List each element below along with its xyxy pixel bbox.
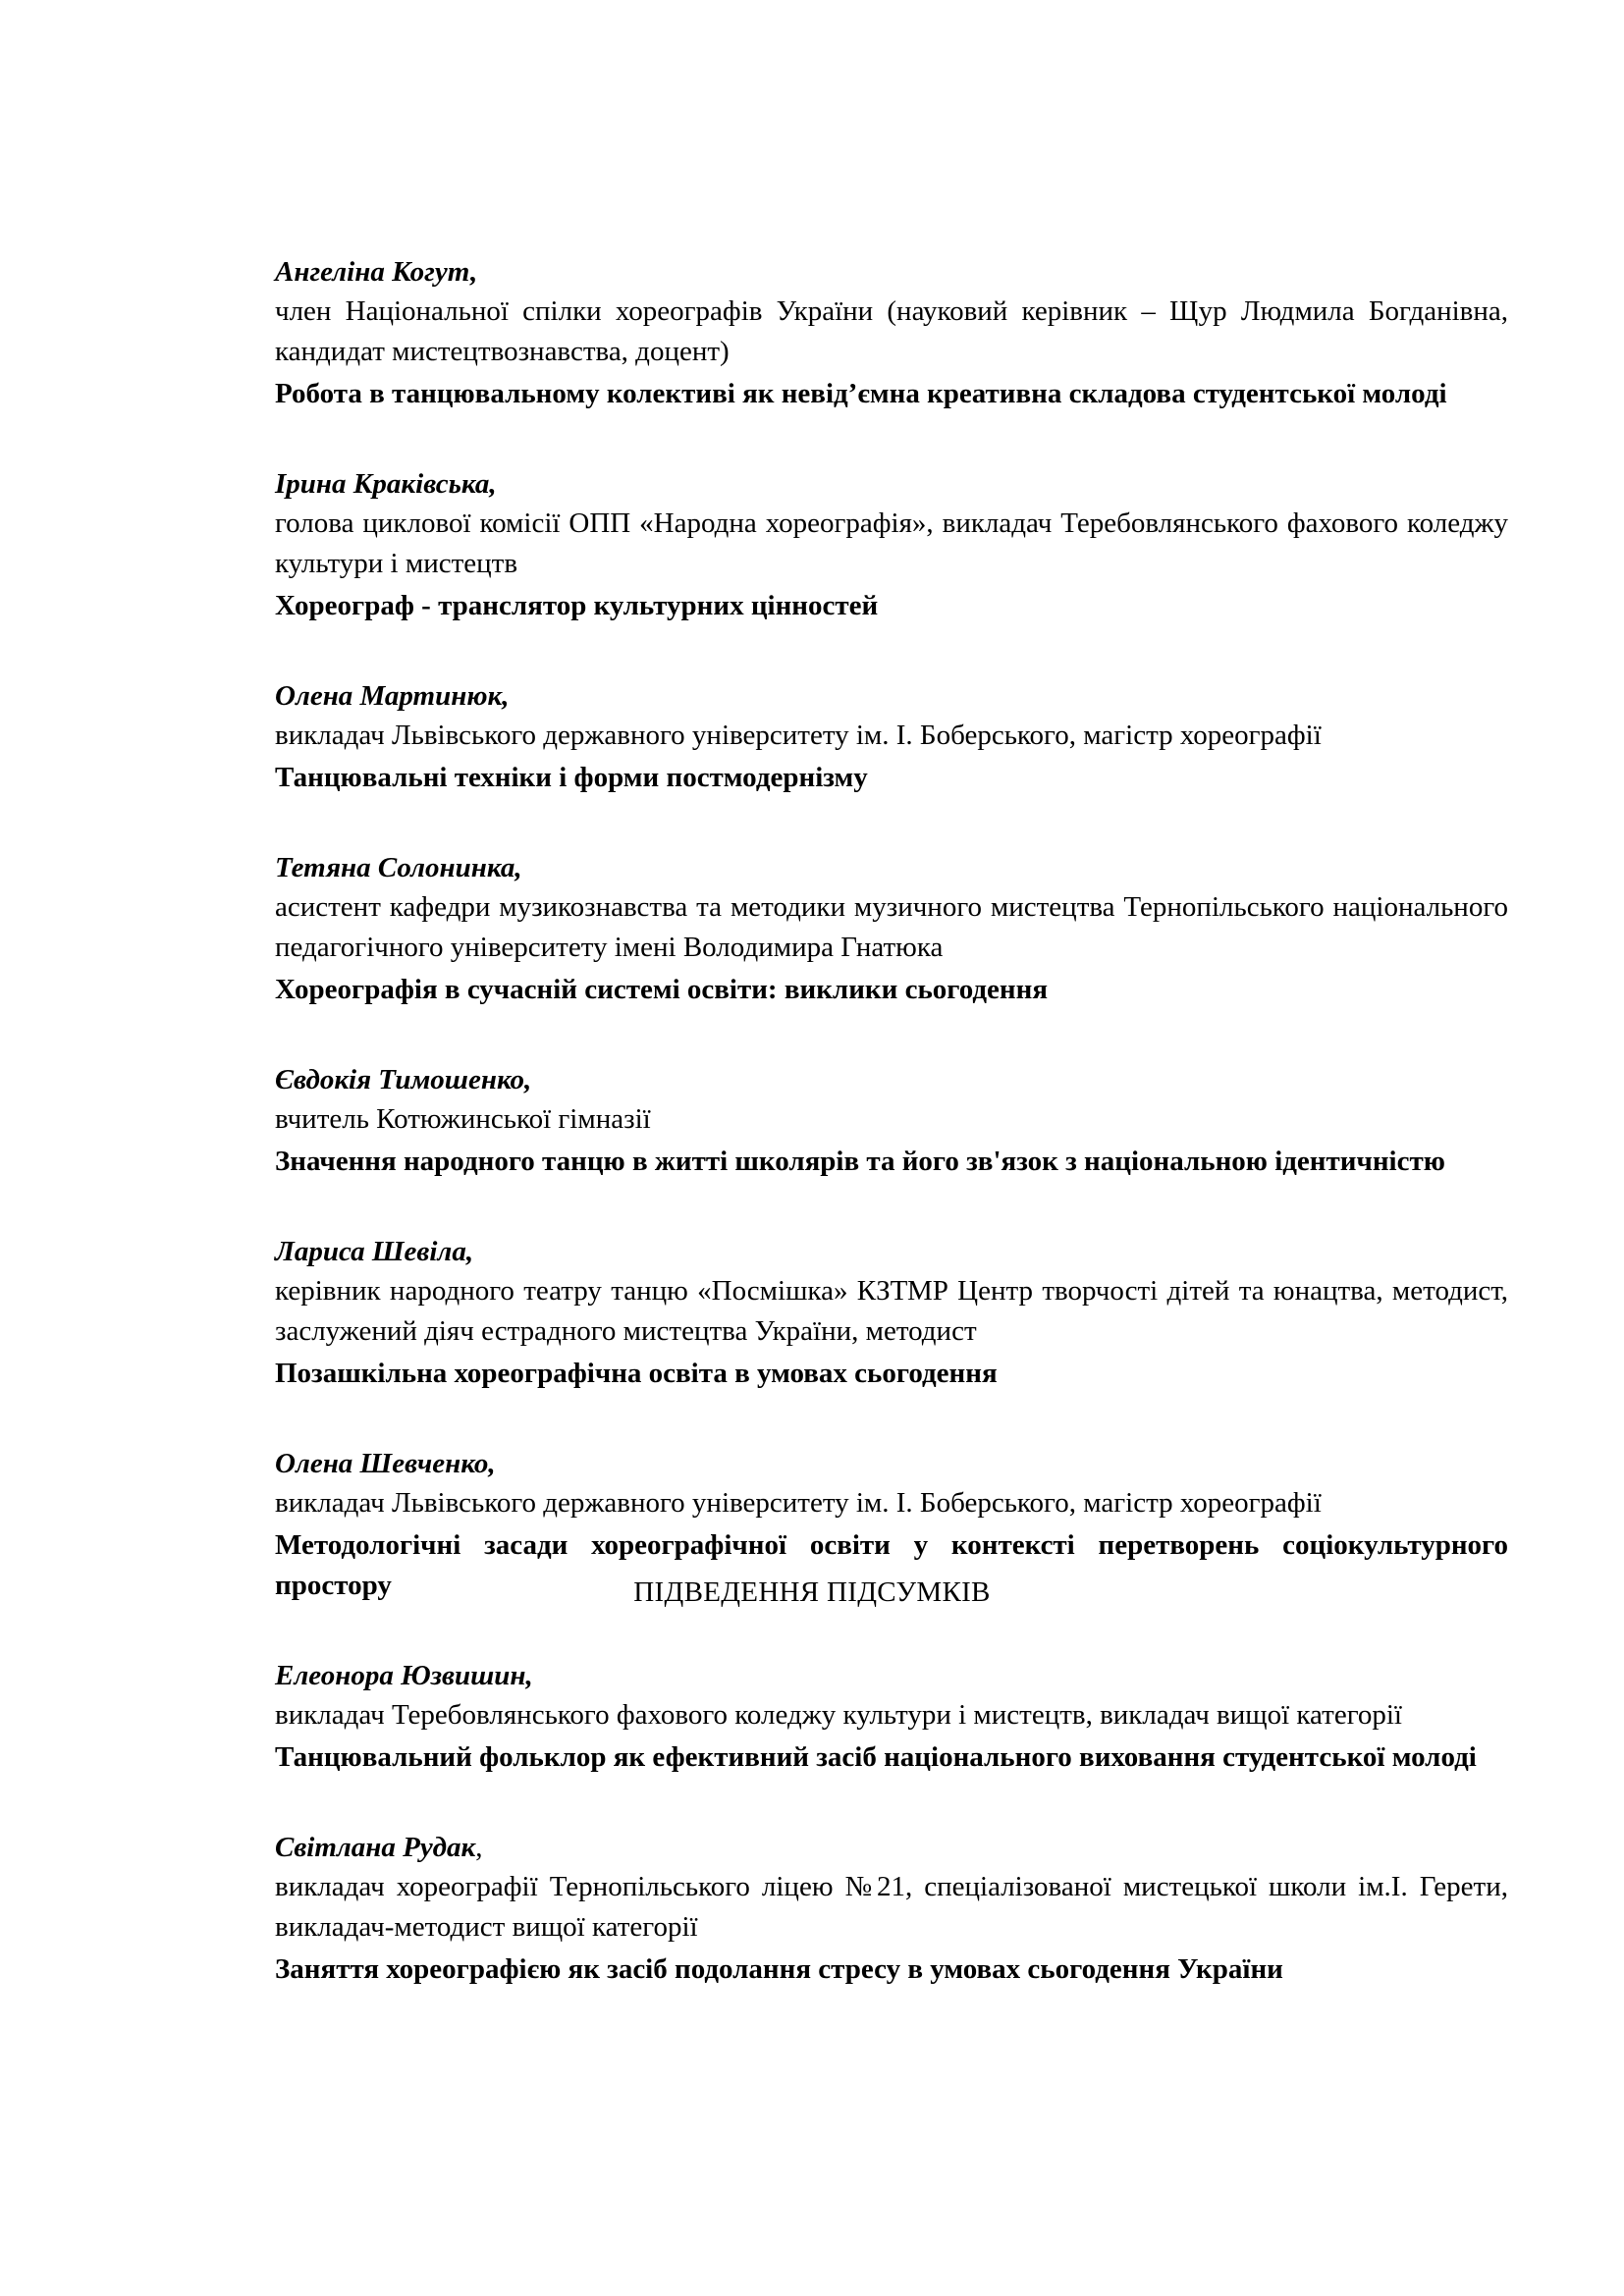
- speaker-name: Лариса Шевіла,: [275, 1236, 474, 1267]
- talk-title: Хореографія в сучасній системі освіти: виклики сьогодення: [275, 974, 1049, 1005]
- speaker-entry: [275, 1232, 1508, 1394]
- talk-title: Заняття хореографією як засіб подолання стресу в умовах сьогодення України: [275, 1953, 1283, 1985]
- closing-heading: ПІДВЕДЕННЯ ПІДСУМКІВ: [633, 1576, 991, 1608]
- speaker-name: Євдокія Тимошенко,: [275, 1064, 532, 1095]
- speaker-name: Ірина Краківська,: [275, 468, 497, 500]
- speaker-affiliation: викладач Львівського державного університету ім. І. Боберського, магістр хореографії: [275, 1487, 1322, 1519]
- speaker-name-suffix: ,: [475, 1832, 483, 1863]
- speaker-affiliation: вчитель Котюжинської гімназії: [275, 1103, 651, 1135]
- talk-title: Танцювальний фольклор як ефективний засіб національного виховання студентської молоді: [275, 1741, 1477, 1773]
- speaker-entry: [275, 848, 1508, 1010]
- speaker-affiliation: керівник народного театру танцю «Посмішка» КЗТМР Центр творчості дітей та юнацтва, методист, заслужений діяч естрадного мистецтва України, методист: [275, 1275, 1508, 1347]
- speaker-affiliation: викладач Львівського державного університету ім. І. Боберського, магістр хореографії: [275, 720, 1322, 751]
- speaker-name-text: Світлана Рудак: [275, 1832, 476, 1863]
- speaker-entry: [275, 1656, 1508, 1778]
- speaker-affiliation: член Національної спілки хореографів України (науковий керівник – Щур Людмила Богданівна, кандидат мистецтвознавства, доцент): [275, 295, 1508, 367]
- talk-title: Методологічні засади хореографічної освіти у контексті перетворень соціокультурного простору: [275, 1529, 1508, 1601]
- talk-title: Хореограф - транслятор культурних цінностей: [275, 590, 879, 621]
- talk-title: Позашкільна хореографічна освіта в умовах сьогодення: [275, 1358, 998, 1389]
- speaker-entry: [275, 676, 1508, 798]
- speakers-list: [275, 252, 1508, 2040]
- speaker-entry: [275, 252, 1508, 414]
- talk-title: Танцювальні техніки і форми постмодернізму: [275, 762, 868, 793]
- talk-title: Значення народного танцю в житті школярів та його зв'язок з національною ідентичністю: [275, 1146, 1445, 1177]
- talk-title: Робота в танцювальному колективі як невід’ємна креативна складова студентської молоді: [275, 378, 1447, 409]
- speaker-name: Ангеліна Когут,: [275, 256, 478, 288]
- speaker-name: Тетяна Солонинка,: [275, 852, 522, 883]
- speaker-name: Елеонора Юзвишин,: [275, 1660, 533, 1691]
- speaker-affiliation: викладач хореографії Тернопільського ліцею №21, спеціалізованої мистецької школи ім.І. Герети, викладач-методист вищої категорії: [275, 1871, 1508, 1943]
- speaker-entry: [275, 1060, 1508, 1182]
- speaker-entry: [275, 464, 1508, 626]
- speaker-affiliation: асистент кафедри музикознавства та методики музичного мистецтва Тернопільського національного педагогічного університету імені Володимира Гнатюка: [275, 891, 1508, 963]
- speaker-affiliation: викладач Теребовлянського фахового коледжу культури і мистецтв, викладач вищої категорії: [275, 1699, 1402, 1731]
- speaker-name: [275, 1828, 1508, 1867]
- speaker-affiliation: голова циклової комісії ОПП «Народна хореографія», викладач Теребовлянського фахового коледжу культури і мистецтв: [275, 507, 1508, 579]
- speaker-name: Олена Шевченко,: [275, 1448, 496, 1479]
- speaker-entry: [275, 1828, 1508, 1990]
- speaker-name: Олена Мартинюк,: [275, 680, 510, 712]
